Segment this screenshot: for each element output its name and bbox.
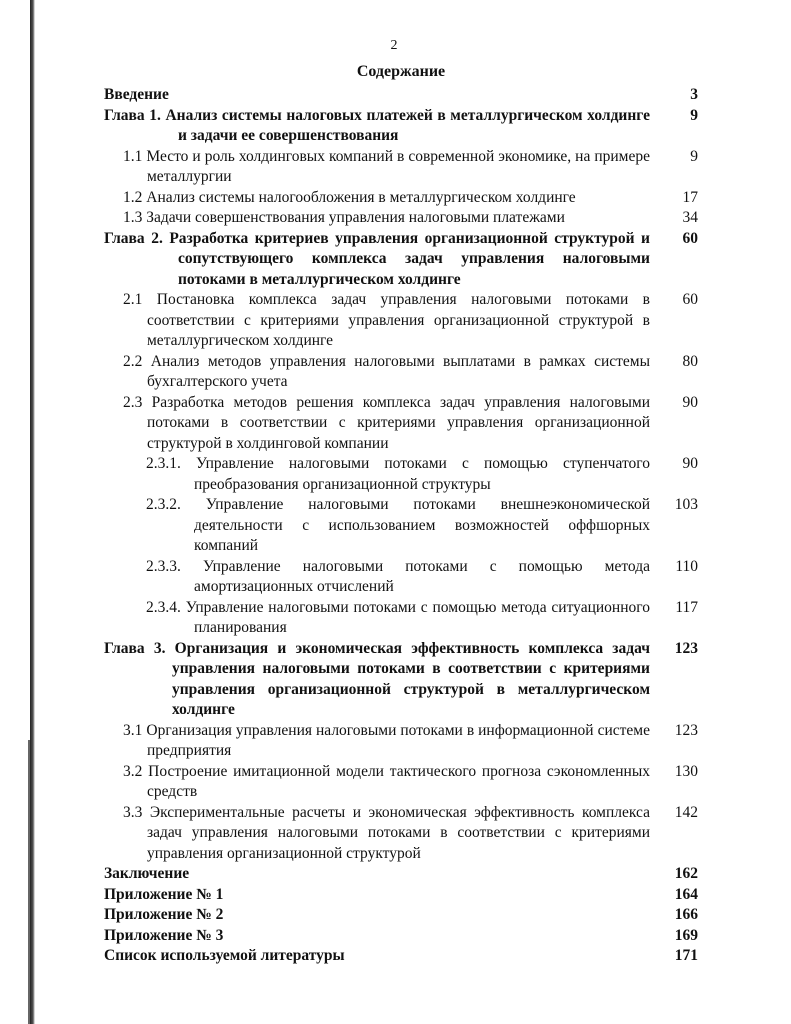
toc-entry-page: 17 bbox=[682, 188, 698, 206]
toc-entry-2-1[interactable] bbox=[104, 290, 698, 352]
toc-entry-chapter-3[interactable] bbox=[104, 639, 698, 721]
toc-entry-text: Введение bbox=[104, 86, 169, 103]
toc-entry-page: 110 bbox=[675, 557, 698, 575]
toc-page bbox=[104, 36, 698, 967]
toc-entry-3-3[interactable] bbox=[104, 803, 698, 865]
toc-entry-text: Приложение № 2 bbox=[104, 906, 224, 923]
toc-entry-page: 34 bbox=[682, 209, 698, 226]
toc-entry-page: 162 bbox=[674, 865, 698, 882]
toc-entry-2-3-1[interactable] bbox=[104, 454, 698, 495]
toc-entry-text: Глава 2. Разработка критериев управления организационной структурой и сопутствующего комплекса задач управления налоговыми потоками в металлургическом холдинге bbox=[104, 229, 650, 288]
toc-entry-text: 2.3.4. Управление налоговыми потоками с помощью метода ситуационного планирования bbox=[146, 598, 650, 636]
toc-entry-chapter-1[interactable] bbox=[104, 106, 698, 147]
toc-entry-text: Глава 1. Анализ системы налоговых платежей в металлургическом холдинге и задачи ее совершенствования bbox=[104, 106, 650, 144]
toc-entry-2-3[interactable] bbox=[104, 393, 698, 455]
toc-entry-2-3-2[interactable] bbox=[104, 495, 698, 557]
toc-entry-page: 171 bbox=[674, 947, 698, 964]
toc-entry-text: 2.3 Разработка методов решения комплекса задач управления налоговыми потоками в соответствии с критериями управления организационной структурой в холдинговой компании bbox=[123, 393, 650, 452]
toc-entry-intro[interactable] bbox=[104, 85, 698, 106]
toc-entry-text: Глава 3. Организация и экономическая эффективность комплекса задач управления налоговыми потоками в соответствии с критериями управления организационной структурой в металлургическом холдинге bbox=[104, 639, 650, 718]
toc-entry-text: 2.2 Анализ методов управления налоговыми выплатами в рамках системы бухгалтерского учета bbox=[123, 352, 650, 390]
toc-entry-page: 123 bbox=[674, 639, 698, 657]
toc-entry-page: 103 bbox=[674, 496, 698, 513]
toc-entry-1-2[interactable] bbox=[104, 188, 698, 209]
toc-entry-page: 9 bbox=[690, 106, 698, 124]
toc-entry-2-3-4[interactable] bbox=[104, 598, 698, 639]
toc-entry-2-3-3[interactable] bbox=[104, 557, 698, 598]
toc-entry-page: 60 bbox=[682, 291, 698, 308]
toc-entry-3-2[interactable] bbox=[104, 762, 698, 803]
toc-entry-text: 1.3 Задачи совершенствования управления налоговыми платежами bbox=[123, 209, 565, 226]
toc-entry-2-2[interactable] bbox=[104, 352, 698, 393]
toc-entry-page: 166 bbox=[674, 906, 698, 923]
toc-entry-appendix-1[interactable] bbox=[104, 885, 698, 906]
toc-entry-text: 3.2 Построение имитационной модели тактического прогноза сэкономленных средств bbox=[123, 762, 650, 800]
toc-entry-page: 90 bbox=[682, 393, 698, 411]
scan-edge-secondary bbox=[28, 740, 30, 1024]
toc-entry-text: Заключение bbox=[104, 865, 190, 882]
toc-entry-references[interactable] bbox=[104, 946, 698, 967]
scan-edge bbox=[30, 0, 35, 1024]
toc-entry-page: 142 bbox=[674, 803, 698, 821]
toc-entry-chapter-2[interactable] bbox=[104, 229, 698, 291]
toc-entry-page: 90 bbox=[682, 455, 698, 472]
toc-entry-page: 60 bbox=[682, 229, 698, 247]
toc-entry-conclusion[interactable] bbox=[104, 864, 698, 885]
toc-entry-text: 1.2 Анализ системы налогообложения в металлургическом холдинге bbox=[123, 188, 576, 206]
toc-entry-text: Приложение № 1 bbox=[104, 885, 224, 903]
toc-entry-page: 3 bbox=[690, 86, 698, 103]
toc-entry-appendix-2[interactable] bbox=[104, 905, 698, 926]
toc-entry-text: Список используемой литературы bbox=[104, 947, 345, 964]
toc-entry-text: 1.1 Место и роль холдинговых компаний в современной экономике, на примере металлургии bbox=[123, 147, 650, 185]
toc-entry-1-3[interactable] bbox=[104, 208, 698, 229]
toc-entry-page: 9 bbox=[690, 147, 698, 165]
toc-entry-page: 130 bbox=[674, 762, 698, 780]
toc-entry-page: 169 bbox=[674, 926, 698, 944]
toc-entry-page: 117 bbox=[675, 598, 698, 616]
toc-entry-text: 2.3.3. Управление налоговыми потоками с помощью метода амортизационных отчислений bbox=[146, 557, 650, 595]
toc-entry-page: 164 bbox=[674, 885, 698, 903]
toc-entry-text: 2.3.2. Управление налоговыми потоками внешнеэкономической деятельности с использованием возможностей оффшорных компаний bbox=[146, 496, 650, 554]
toc-entry-appendix-3[interactable] bbox=[104, 926, 698, 947]
toc-entry-text: 3.1 Организация управления налоговыми потоками в информационной системе предприятия bbox=[123, 721, 650, 759]
toc-entry-text: Приложение № 3 bbox=[104, 926, 224, 944]
toc-entry-page: 80 bbox=[682, 352, 698, 370]
toc-entry-1-1[interactable] bbox=[104, 147, 698, 188]
toc-entry-text: 2.1 Постановка комплекса задач управления налоговыми потоками в соответствии с критериями управления организационной структурой в металлургическом холдинге bbox=[123, 291, 650, 349]
toc-entry-3-1[interactable] bbox=[104, 721, 698, 762]
toc-entry-text: 3.3 Экспериментальные расчеты и экономическая эффективность комплекса задач управления налоговыми потоками в соответствии с критериями управления организационной структурой bbox=[123, 803, 650, 862]
page-number: 2 bbox=[390, 38, 398, 53]
toc-entry-text: 2.3.1. Управление налоговыми потоками с помощью ступенчатого преобразования организационной структуры bbox=[146, 455, 650, 493]
toc-entry-page: 123 bbox=[674, 721, 698, 739]
toc-title: Содержание bbox=[356, 63, 446, 80]
